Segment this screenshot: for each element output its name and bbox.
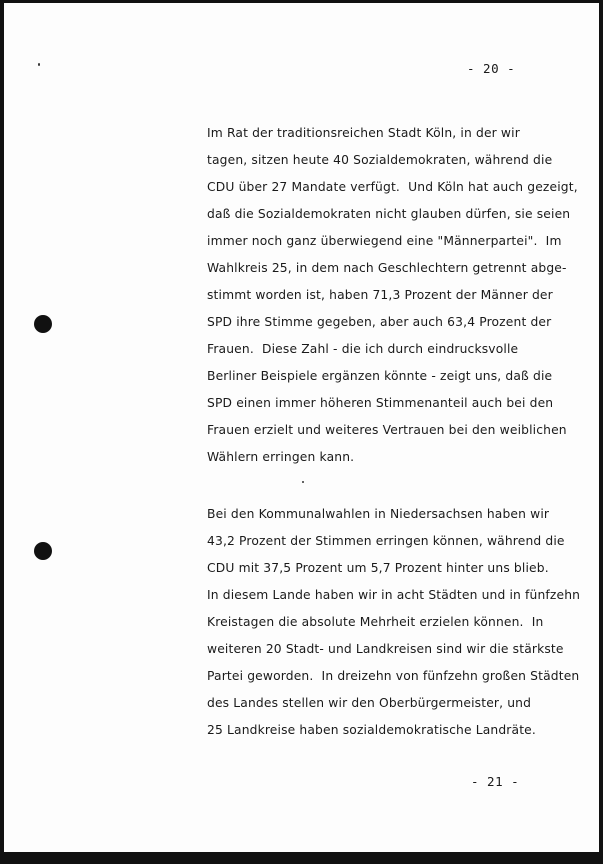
scan-speck [38,63,40,66]
text-line: immer noch ganz überwiegend eine "Männerpartei". Im [207,234,562,248]
text-line: daß die Sozialdemokraten nicht glauben dürfen, sie seien [207,207,571,221]
text-line: Partei geworden. In dreizehn von fünfzehn großen Städten [207,669,580,683]
punch-hole-mark [34,315,52,333]
text-line: stimmt worden ist, haben 71,3 Prozent der Männer der [207,288,553,302]
text-line: Wählern erringen kann. [207,450,355,464]
text-line: Berliner Beispiele ergänzen könnte - zeigt uns, daß die [207,369,553,383]
text-line: Im Rat der traditionsreichen Stadt Köln, in der wir [207,126,520,140]
text-line: 25 Landkreise haben sozialdemokratische Landräte. [207,723,536,737]
page-number-bottom: - 21 - [471,774,520,789]
text-line: 43,2 Prozent der Stimmen erringen können, während die [207,534,565,548]
page-number-top: - 20 - [467,61,516,76]
text-line: CDU über 27 Mandate verfügt. Und Köln hat auch gezeigt, [207,180,578,194]
text-line: Bei den Kommunalwahlen in Niedersachsen haben wir [207,507,550,521]
text-line: Kreistagen die absolute Mehrheit erzielen können. In [207,615,544,629]
text-line: Frauen erzielt und weiteres Vertrauen bei den weiblichen [207,423,567,437]
text-line: Wahlkreis 25, in dem nach Geschlechtern getrennt abge- [207,261,567,275]
scan-speck [302,481,304,483]
text-line: tagen, sitzen heute 40 Sozialdemokraten, während die [207,153,553,167]
text-line: SPD einen immer höheren Stimmenanteil auch bei den [207,396,554,410]
text-line: In diesem Lande haben wir in acht Städten und in fünfzehn [207,588,581,602]
text-line: CDU mit 37,5 Prozent um 5,7 Prozent hinter uns blieb. [207,561,549,575]
text-line: SPD ihre Stimme gegeben, aber auch 63,4 Prozent der [207,315,552,329]
text-line: des Landes stellen wir den Oberbürgermeister, und [207,696,532,710]
text-line: weiteren 20 Stadt- und Landkreisen sind wir die stärkste [207,642,564,656]
punch-hole-mark [34,542,52,560]
text-line: Frauen. Diese Zahl - die ich durch eindrucksvolle [207,342,519,356]
